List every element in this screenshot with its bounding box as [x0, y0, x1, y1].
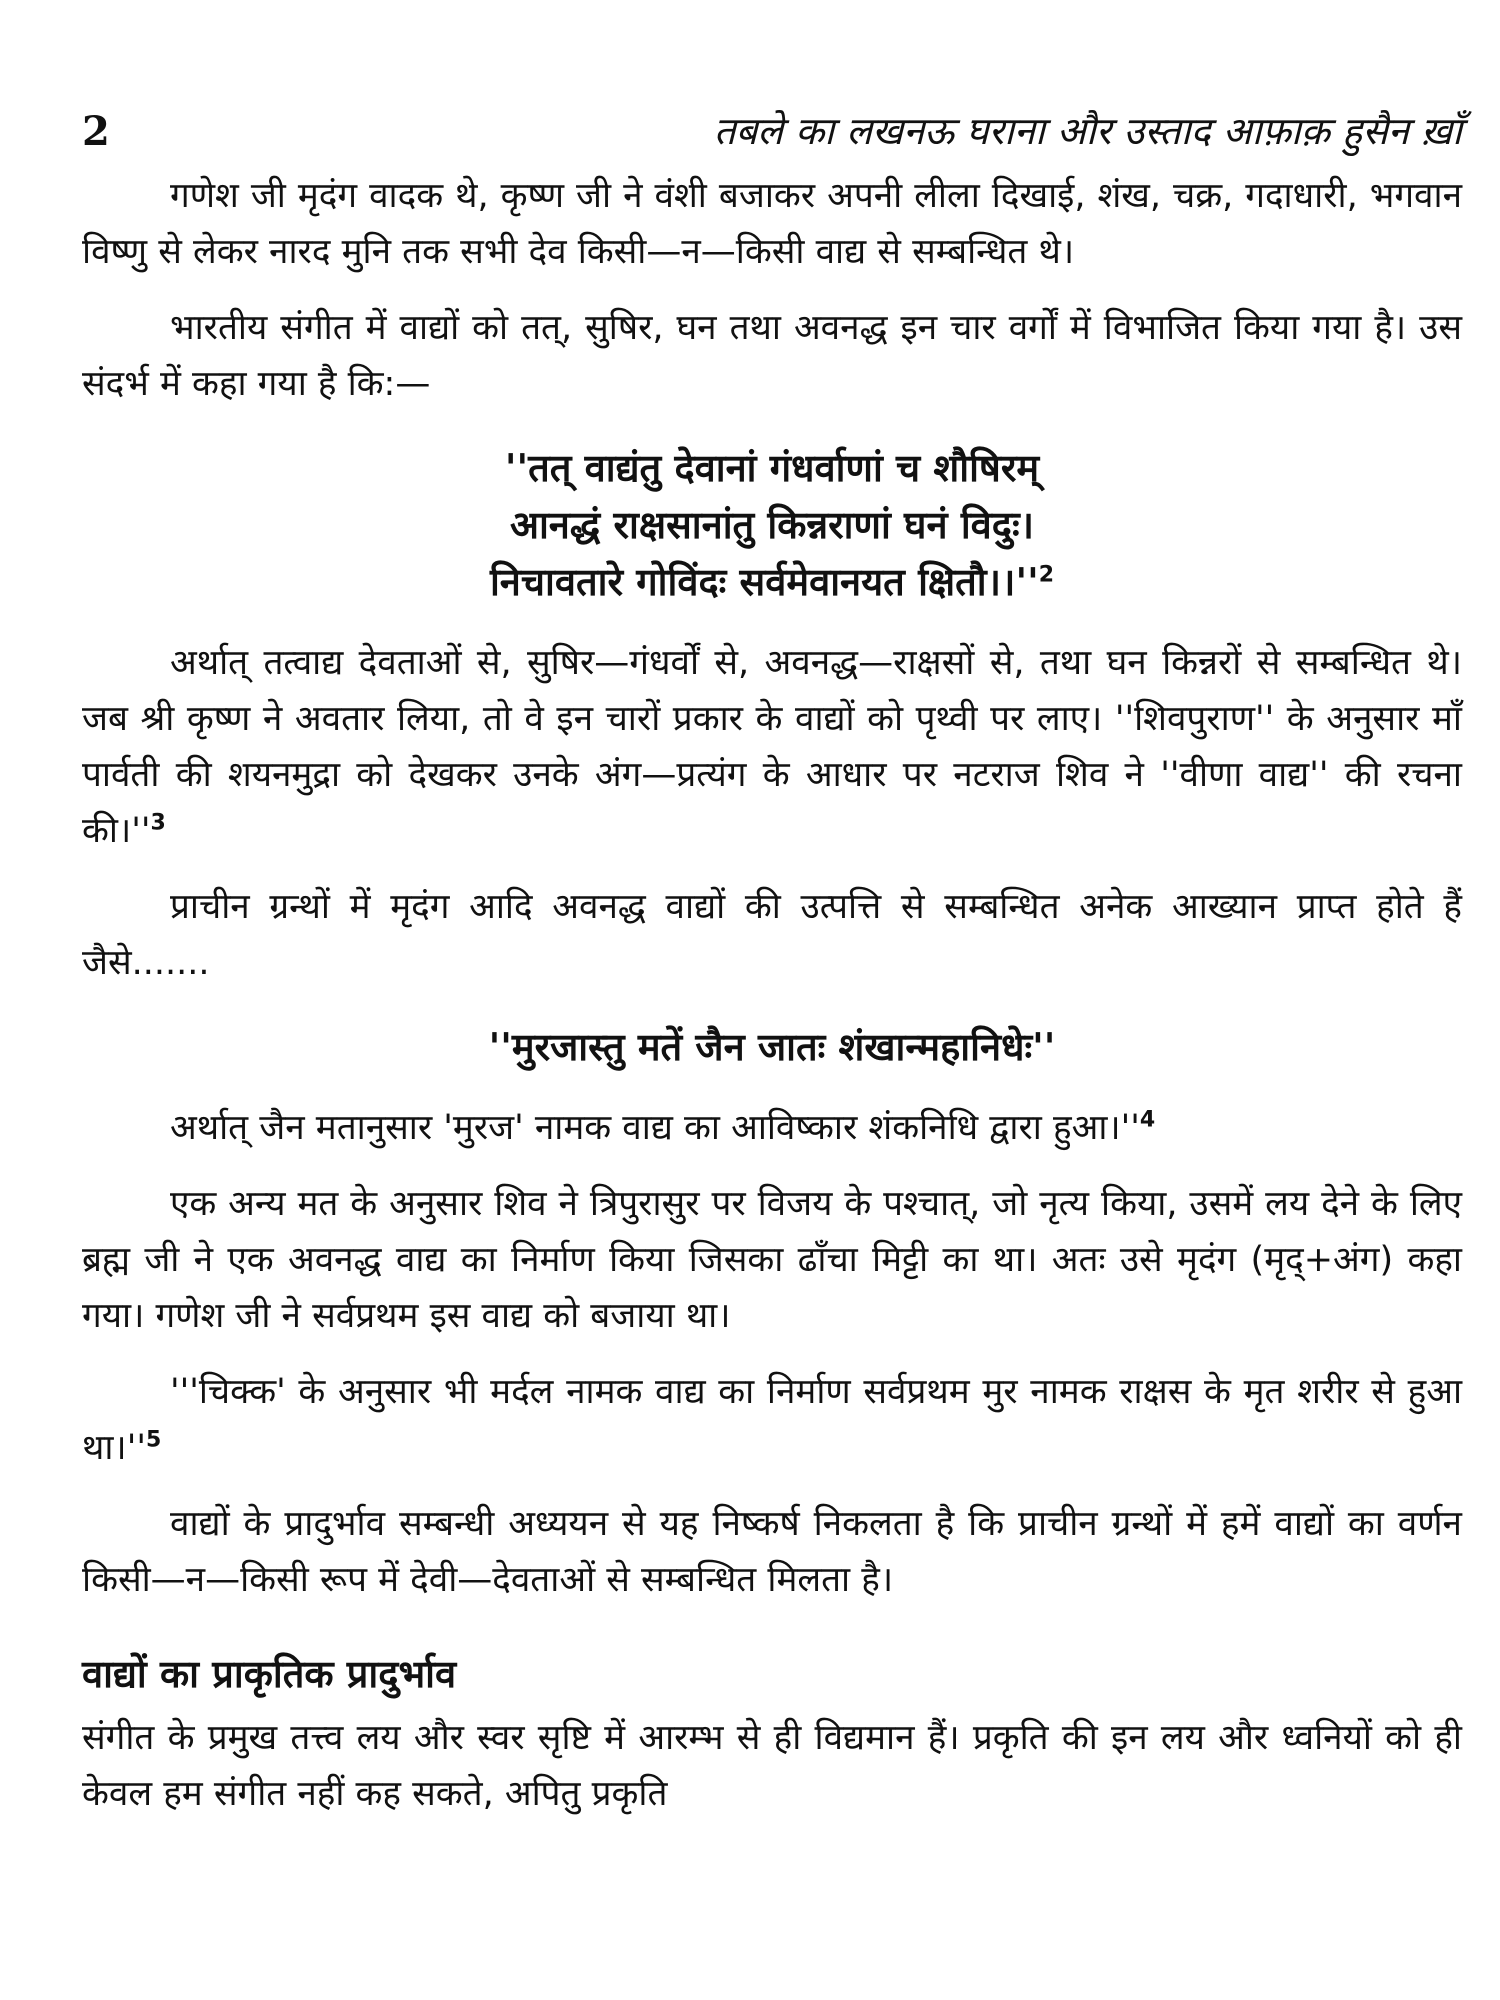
sanskrit-quote-muraja: [82, 1019, 1462, 1076]
paragraph-meaning-verse-text: अर्थात् तत्वाद्य देवताओं से, सुषिर—गंधर्वों से, अवनद्ध—राक्षसों से, तथा घन किन्नरों से सम्बन्धित थे। जब श्री कृष्ण ने अवतार लिया, तो वे इन चारों प्रकार के वाद्यों को पृथ्वी पर लाए। ''शिवपुराण'' के अनुसार माँ पार्वती की शयनमुद्रा को देखकर उनके अंग—प्रत्यंग के आधार पर नटराज शिव ने ''वीणा वाद्य'' की रचना की।'': [82, 643, 1462, 851]
page-number: 2: [82, 108, 110, 155]
paragraph-ancient-texts: प्राचीन ग्रन्थों में मृदंग आदि अवनद्ध वाद्यों की उत्पत्ति से सम्बन्धित अनेक आख्यान प्राप्त होते हैं जैसे.......: [82, 887, 1462, 983]
paragraph-conclusion: वाद्यों के प्रादुर्भाव सम्बन्धी अध्ययन से यह निष्कर्ष निकलता है कि प्राचीन ग्रन्थों में हमें वाद्यों का वर्णन किसी—न—किसी रूप में देवी—देवताओं से सम्बन्धित मिलता है।: [82, 1504, 1462, 1600]
verse-line-1: ''तत् वाद्यंतु देवानां गंधर्वाणां च शौषिरम्: [504, 446, 1040, 490]
running-title: तबले का लखनऊ घराना और उस्ताद आफ़ाक़ हुसैन ख़ाँ: [713, 109, 1462, 153]
paragraph-chikka: [82, 1364, 1462, 1476]
paragraph-deities-instruments: गणेश जी मृदंग वादक थे, कृष्ण जी ने वंशी बजाकर अपनी लीला दिखाई, शंख, चक्र, गदाधारी, भगवान विष्णु से लेकर नारद मुनि तक सभी देव किसी—न—किसी वाद्य से सम्बन्धित थे।: [82, 176, 1462, 272]
verse-line-2: आनद्धं राक्षसानांतु किन्नराणां घनं विदुः।: [509, 503, 1035, 547]
quote-muraja-line: ''मुरजास्तु मतें जैन जातः शंखान्महानिधेः'': [488, 1025, 1056, 1069]
paragraph-meaning-verse: [82, 635, 1462, 859]
paragraph-chikka-text: '''चिक्क' के अनुसार भी मर्दल नामक वाद्य का निर्माण सर्वप्रथम मुर नामक राक्षस के मृत शरीर से हुआ था।'': [82, 1372, 1462, 1468]
verse-line-3: [82, 554, 1462, 611]
paragraph-jain-view-text: अर्थात् जैन मतानुसार 'मुरज' नामक वाद्य का आविष्कार शंकनिधि द्वारा हुआ।'': [170, 1108, 1140, 1148]
verse-line-3-text: निचावतारे गोविंदः सर्वमेवानयत क्षितौ।।'': [489, 560, 1039, 604]
sanskrit-verse: [82, 440, 1462, 611]
paragraph-jain-view: [82, 1100, 1462, 1156]
footnote-ref-3: 3: [150, 810, 166, 836]
footnote-ref-5: 5: [145, 1427, 162, 1453]
page-header: [82, 104, 1462, 160]
footnote-ref-4: 4: [1139, 1107, 1156, 1133]
body-text: [82, 168, 1462, 1822]
paragraph-mridang-origin: एक अन्य मत के अनुसार शिव ने त्रिपुरासुर पर विजय के पश्चात्, जो नृत्य किया, उसमें लय देने के लिए ब्रह्म जी ने एक अवनद्ध वाद्य का निर्माण किया जिसका ढाँचा मिट्टी का था। अतः उसे मृदंग (मृद्+अंग) कहा गया। गणेश जी ने सर्वप्रथम इस वाद्य को बजाया था।: [82, 1184, 1462, 1336]
footnote-ref-2: 2: [1038, 562, 1055, 588]
paragraph-natural-origin: संगीत के प्रमुख तत्त्व लय और स्वर सृष्टि में आरम्भ से ही विद्यमान हैं। प्रकृति की इन लय और ध्वनियों को ही केवल हम संगीत नहीं कह सकते, अपितु प्रकृति: [82, 1718, 1462, 1814]
section-heading: वाद्यों का प्राकृतिक प्रादुर्भाव: [82, 1652, 457, 1696]
paragraph-instrument-classes: भारतीय संगीत में वाद्यों को तत्, सुषिर, घन तथा अवनद्ध इन चार वर्गों में विभाजित किया गया है। उस संदर्भ में कहा गया है कि:—: [82, 308, 1462, 404]
